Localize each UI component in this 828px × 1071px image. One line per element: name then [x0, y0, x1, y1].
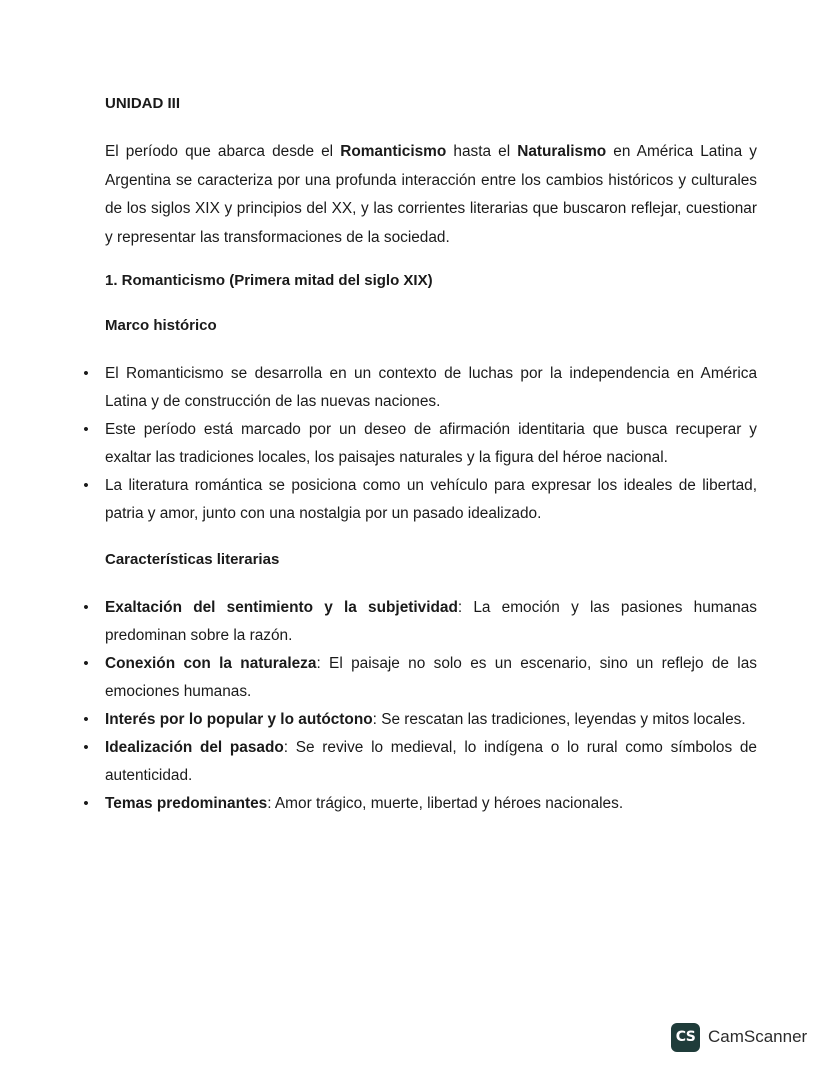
caracteristicas-title: Características literarias — [105, 551, 280, 568]
marco-historico-list — [83, 360, 757, 528]
list-item-term: Temas predominantes — [105, 795, 268, 812]
caracteristicas-list — [83, 594, 757, 818]
list-item — [83, 734, 757, 790]
list-item-term: Exaltación del sentimiento y la subjetividad — [105, 599, 458, 616]
bullet-icon: • — [83, 365, 89, 382]
list-item-text: La literatura romántica se posiciona como un vehículo para expresar los ideales de libertad, patria y amor, junto con una nostalgia por un pasado idealizado. — [105, 477, 757, 522]
list-item-desc: : La emoción y las pasiones humanas predominan sobre la razón. — [105, 599, 757, 644]
list-item — [83, 472, 757, 528]
list-item-desc: : Se rescatan las tradiciones, leyendas y mitos locales. — [372, 711, 746, 728]
document-page — [83, 92, 757, 838]
camscanner-name: CamScanner — [708, 1027, 808, 1046]
bullet-icon: • — [83, 655, 89, 672]
intro-bold-romanticismo: Romanticismo — [340, 143, 447, 160]
list-item-term: Conexión con la naturaleza — [105, 655, 317, 672]
bullet-icon: • — [83, 421, 89, 438]
bullet-icon: • — [83, 711, 89, 728]
list-item-text: El Romanticismo se desarrolla en un contexto de luchas por la independencia en América Latina y de construcción de las nuevas naciones. — [105, 365, 757, 410]
unit-title: UNIDAD III — [105, 95, 180, 112]
list-item-text: Este período está marcado por un deseo de afirmación identitaria que busca recuperar y exaltar las tradiciones locales, los paisajes naturales y la figura del héroe nacional. — [105, 421, 757, 466]
bullet-icon: • — [83, 477, 89, 494]
list-item — [83, 594, 757, 650]
bullet-icon: • — [83, 739, 89, 756]
intro-bold-naturalismo: Naturalismo — [517, 143, 607, 160]
intro-text-1: El período que abarca desde el — [105, 143, 341, 160]
list-item — [83, 360, 757, 416]
intro-paragraph — [105, 138, 757, 252]
list-item-desc: : Amor trágico, muerte, libertad y héroes nacionales. — [267, 795, 624, 812]
list-item-term: Interés por lo popular y lo autóctono — [105, 711, 373, 728]
marco-historico-title: Marco histórico — [105, 317, 217, 334]
bullet-icon: • — [83, 599, 89, 616]
section-title: 1. Romanticismo (Primera mitad del siglo XIX) — [105, 272, 433, 289]
list-item — [83, 416, 757, 472]
list-item-term: Idealización del pasado — [105, 739, 284, 756]
intro-text-2: hasta el — [446, 143, 518, 160]
list-item-desc: : El paisaje no solo es un escenario, sino un reflejo de las emociones humanas. — [105, 655, 757, 700]
list-item — [83, 790, 757, 818]
camscanner-watermark — [671, 1022, 807, 1052]
list-item — [83, 650, 757, 706]
list-item — [83, 706, 757, 734]
bullet-icon: • — [83, 795, 89, 812]
camscanner-logo-icon: CS — [671, 1023, 700, 1052]
intro-text-3: en América Latina y Argentina se caracteriza por una profunda interacción entre los cambios históricos y culturales de los siglos XIX y principios del XX, y las corrientes literarias que buscaron reflejar, cuestionar y representar las transformaciones de la sociedad. — [105, 143, 757, 246]
list-item-desc: : Se revive lo medieval, lo indígena o lo rural como símbolos de autenticidad. — [105, 739, 757, 784]
